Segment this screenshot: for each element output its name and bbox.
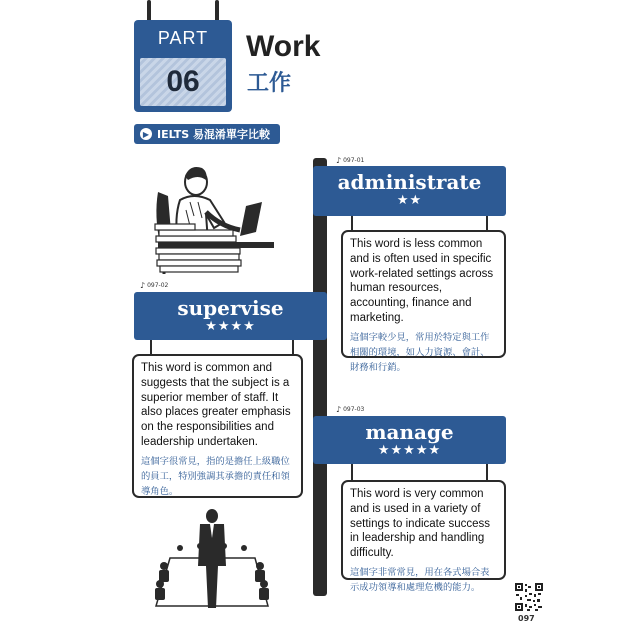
qr-code[interactable] (514, 582, 544, 612)
page-subtitle: 工作 (247, 71, 292, 96)
definition-zh: 這個字非常常見，用在各式場合表示成功領導和處理危機的能力。 (350, 566, 490, 593)
audio-track-1[interactable] (336, 156, 364, 165)
audio-track-3[interactable] (336, 405, 364, 414)
music-note-icon: ♪ (336, 156, 342, 165)
part-badge (134, 20, 232, 112)
definition-card (341, 230, 506, 373)
office-worker-illustration (150, 156, 275, 276)
frequency-stars: ★★★★★ (377, 443, 442, 458)
meeting-illustration (150, 508, 275, 613)
part-label: PART (157, 27, 209, 48)
audio-track-label: 097-03 (343, 406, 365, 413)
sign-manage (313, 416, 506, 464)
definition-en: This word is very common and is used in a variety of settings to indicate success in leadership and handling difficulty. (350, 488, 490, 560)
definition-card (341, 480, 506, 593)
audio-track-label: 097-01 (343, 157, 365, 164)
audio-track-2[interactable] (140, 281, 168, 290)
definition-en: This word is common and suggests that the subject is a superior member of staff. It also places greater emphasis on the responsibilities and leadership undertaken. (141, 362, 291, 448)
definition-en: This word is less common and is often used in specific work-related settings across human resources, accounting, finance and marketing. (350, 238, 494, 324)
section-tag-label: IELTS 易混淆單字比較 (157, 128, 271, 141)
definition-card (132, 354, 303, 498)
frequency-stars: ★★ (396, 193, 423, 208)
audio-track-label: 097-02 (147, 282, 169, 289)
page-title: Work (246, 30, 321, 63)
word-heading: administrate (337, 170, 482, 194)
page-number: 097 (518, 614, 535, 623)
section-tag (134, 124, 280, 144)
arrow-right-icon: ▶ (140, 128, 152, 140)
part-number: 06 (140, 58, 226, 106)
signpost-pole (313, 158, 327, 596)
music-note-icon: ♪ (140, 281, 146, 290)
music-note-icon: ♪ (336, 405, 342, 414)
definition-zh: 這個字較少見，常用於特定與工作相關的環境，如人力資源、會計、財務和行銷。 (350, 331, 490, 373)
definition-zh: 這個字很常見，指的是擔任上級職位的員工，特別強調其承擔的責任和領導角色。 (141, 455, 290, 497)
sign-supervise (134, 292, 327, 340)
frequency-stars: ★★★★ (205, 319, 256, 334)
sign-administrate (313, 166, 506, 216)
word-heading: supervise (177, 296, 284, 320)
word-heading: manage (365, 420, 454, 444)
